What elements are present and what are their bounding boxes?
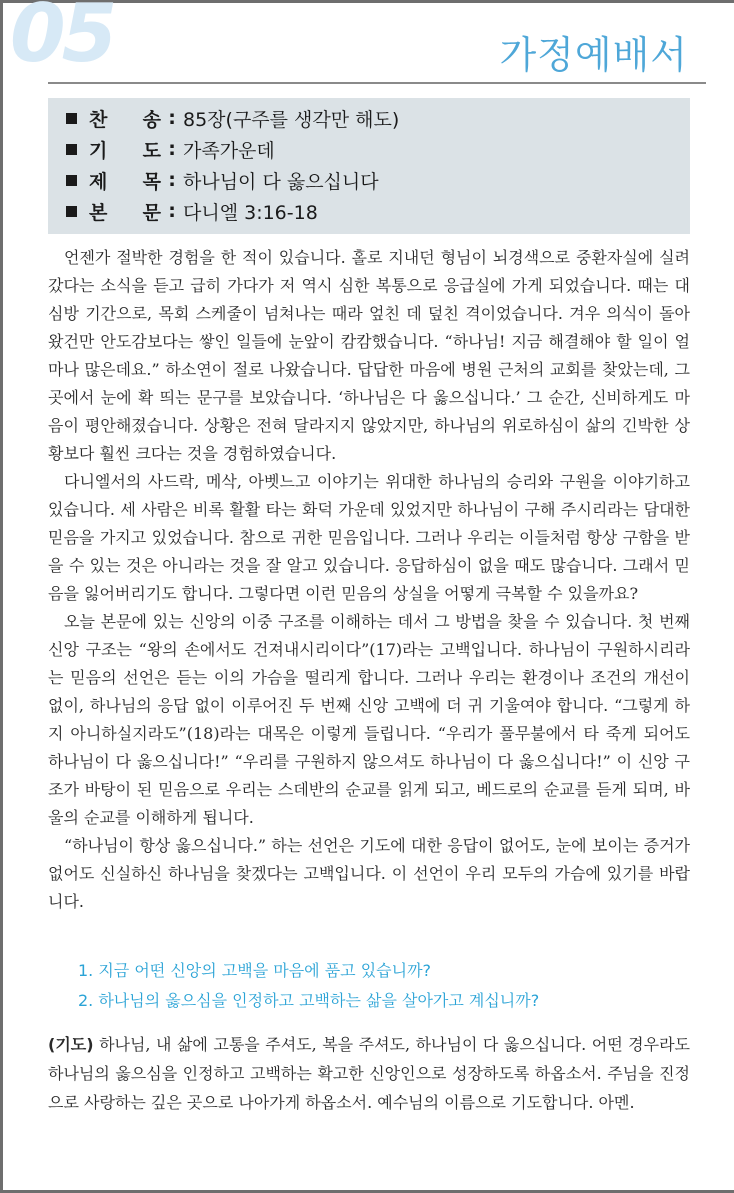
question-item: 2. 하나님의 옳으심을 인정하고 고백하는 삶을 살아가고 계십니까?	[78, 991, 540, 1010]
info-label-char: 송	[142, 108, 161, 131]
info-value: 하나님이 다 옳으십니다	[183, 170, 379, 193]
bullet-square-icon	[66, 113, 77, 124]
info-label-char: 제	[89, 170, 108, 193]
info-value: 가족가운데	[183, 139, 275, 162]
info-label-char: 찬	[89, 108, 108, 131]
bullet-square-icon	[66, 206, 77, 217]
info-label-char: 기	[89, 139, 108, 162]
sermon-paragraph: 오늘 본문에 있는 신앙의 이중 구조를 이해하는 데서 그 방법을 찾을 수 있습니다. 첫 번째 신앙 구조는 “왕의 손에서도 건져내시리이다”(17)라는 고백입니다. 하나님이 구원하시리라는 믿음의 선언은 듣는 이의 가슴을 떨리게 합니다. 그러나 우리는 환경이나 조건의 개선이 없이, 하나님의 응답 없이 이루어진 두 번째 신앙 고백에 더 귀 기울여야 합니다. “그렇게 하지 아니하실지라도”(18)라는 대목은 이렇게 들립니다. “우리가 풀무불에서 타 죽게 되어도 하나님이 다 옳으십니다!” “우리를 구원하지 않으셔도 하나님이 다 옳으십니다!” 이 신앙 구조가 바탕이 된 믿음으로 우리는 스데반의 순교를 읽게 되고, 베드로의 순교를 듣게 되며, 바울의 순교를 이해하게 됩니다.	[48, 612, 690, 827]
info-label	[89, 105, 161, 132]
info-label	[89, 198, 161, 225]
closing-prayer	[48, 1030, 690, 1117]
info-value: 85장(구주를 생각만 해도)	[183, 108, 400, 131]
prayer-text: 하나님, 내 삶에 고통을 주셔도, 복을 주셔도, 하나님이 다 옳으십니다. 어떤 경우라도 하나님의 옳으심을 인정하고 고백하는 확고한 신앙인으로 성장하도록 하옵소서. 주님을 진정으로 사랑하는 깊은 곳으로 나아가게 하옵소서. 예수님의 이름으로 기도합니다. 아멘.	[48, 1035, 690, 1112]
question-item: 1. 지금 어떤 신앙의 고백을 마음에 품고 있습니까?	[78, 961, 432, 980]
info-label	[89, 136, 161, 163]
info-row-prayer	[66, 135, 275, 163]
info-label-char: 도	[142, 139, 161, 162]
section-title: 가정예배서	[499, 33, 688, 77]
bullet-square-icon	[66, 144, 77, 155]
sermon-paragraph: “하나님이 항상 옳으십니다.” 하는 선언은 기도에 대한 응답이 없어도, 눈에 보이는 증거가 없어도 신실하신 하나님을 찾겠다는 고백입니다. 이 선언이 우리 모두의 가슴에 있기를 바랍니다.	[48, 836, 690, 911]
reflection-questions	[78, 956, 698, 1016]
sermon-paragraph: 언젠가 절박한 경험을 한 적이 있습니다. 홀로 지내던 형님이 뇌경색으로 중환자실에 실려 갔다는 소식을 듣고 급히 가다가 저 역시 심한 복통으로 응급실에 가게 되었습니다. 때는 대심방 기간으로, 목회 스케줄이 넘쳐나는 때라 엎친 데 덮친 격이었습니다. 겨우 의식이 돌아왔건만 안도감보다는 쌓인 일들에 눈앞이 캄캄했습니다. “하나님! 지금 해결해야 할 일이 얼마나 많은데요.” 하소연이 절로 나왔습니다. 답답한 마음에 병원 근처의 교회를 찾았는데, 그곳에서 눈에 확 띄는 문구를 보았습니다. ‘하나님은 다 옳으십니다.’ 그 순간, 신비하게도 마음이 평안해졌습니다. 상황은 전혀 달라지지 않았지만, 하나님의 위로하심이 삶의 긴박한 상황보다 훨씬 크다는 것을 경험하였습니다.	[48, 248, 690, 463]
info-colon: :	[168, 107, 176, 129]
info-colon: :	[168, 200, 176, 222]
info-label-char: 본	[89, 201, 108, 224]
info-label-char: 문	[142, 201, 161, 224]
info-colon: :	[168, 138, 176, 160]
info-colon: :	[168, 169, 176, 191]
sermon-body	[48, 244, 690, 916]
info-row-hymn	[66, 104, 399, 132]
sermon-paragraph: 다니엘서의 사드락, 메삭, 아벳느고 이야기는 위대한 하나님의 승리와 구원을 이야기하고 있습니다. 세 사람은 비록 활활 타는 화덕 가운데 있었지만 하나님이 구해 주시리라는 담대한 믿음을 가지고 있었습니다. 참으로 귀한 믿음입니다. 그러나 우리는 이들처럼 항상 구함을 받을 수 있는 것은 아니라는 것을 잘 알고 있습니다. 응답하심이 없을 때도 많습니다. 그래서 믿음을 잃어버리기도 합니다. 그렇다면 이런 믿음의 상실을 어떻게 극복할 수 있을까요?	[48, 472, 690, 603]
title-divider	[48, 82, 706, 84]
info-row-scripture	[66, 197, 318, 225]
bullet-square-icon	[66, 175, 77, 186]
page-number: 05	[10, 0, 114, 80]
info-value: 다니엘 3:16-18	[183, 201, 318, 224]
info-row-title	[66, 166, 379, 194]
info-label	[89, 167, 161, 194]
page-left-border	[0, 0, 3, 1193]
info-label-char: 목	[142, 170, 161, 193]
worship-info-box	[48, 98, 690, 234]
prayer-label: (기도)	[48, 1035, 94, 1054]
